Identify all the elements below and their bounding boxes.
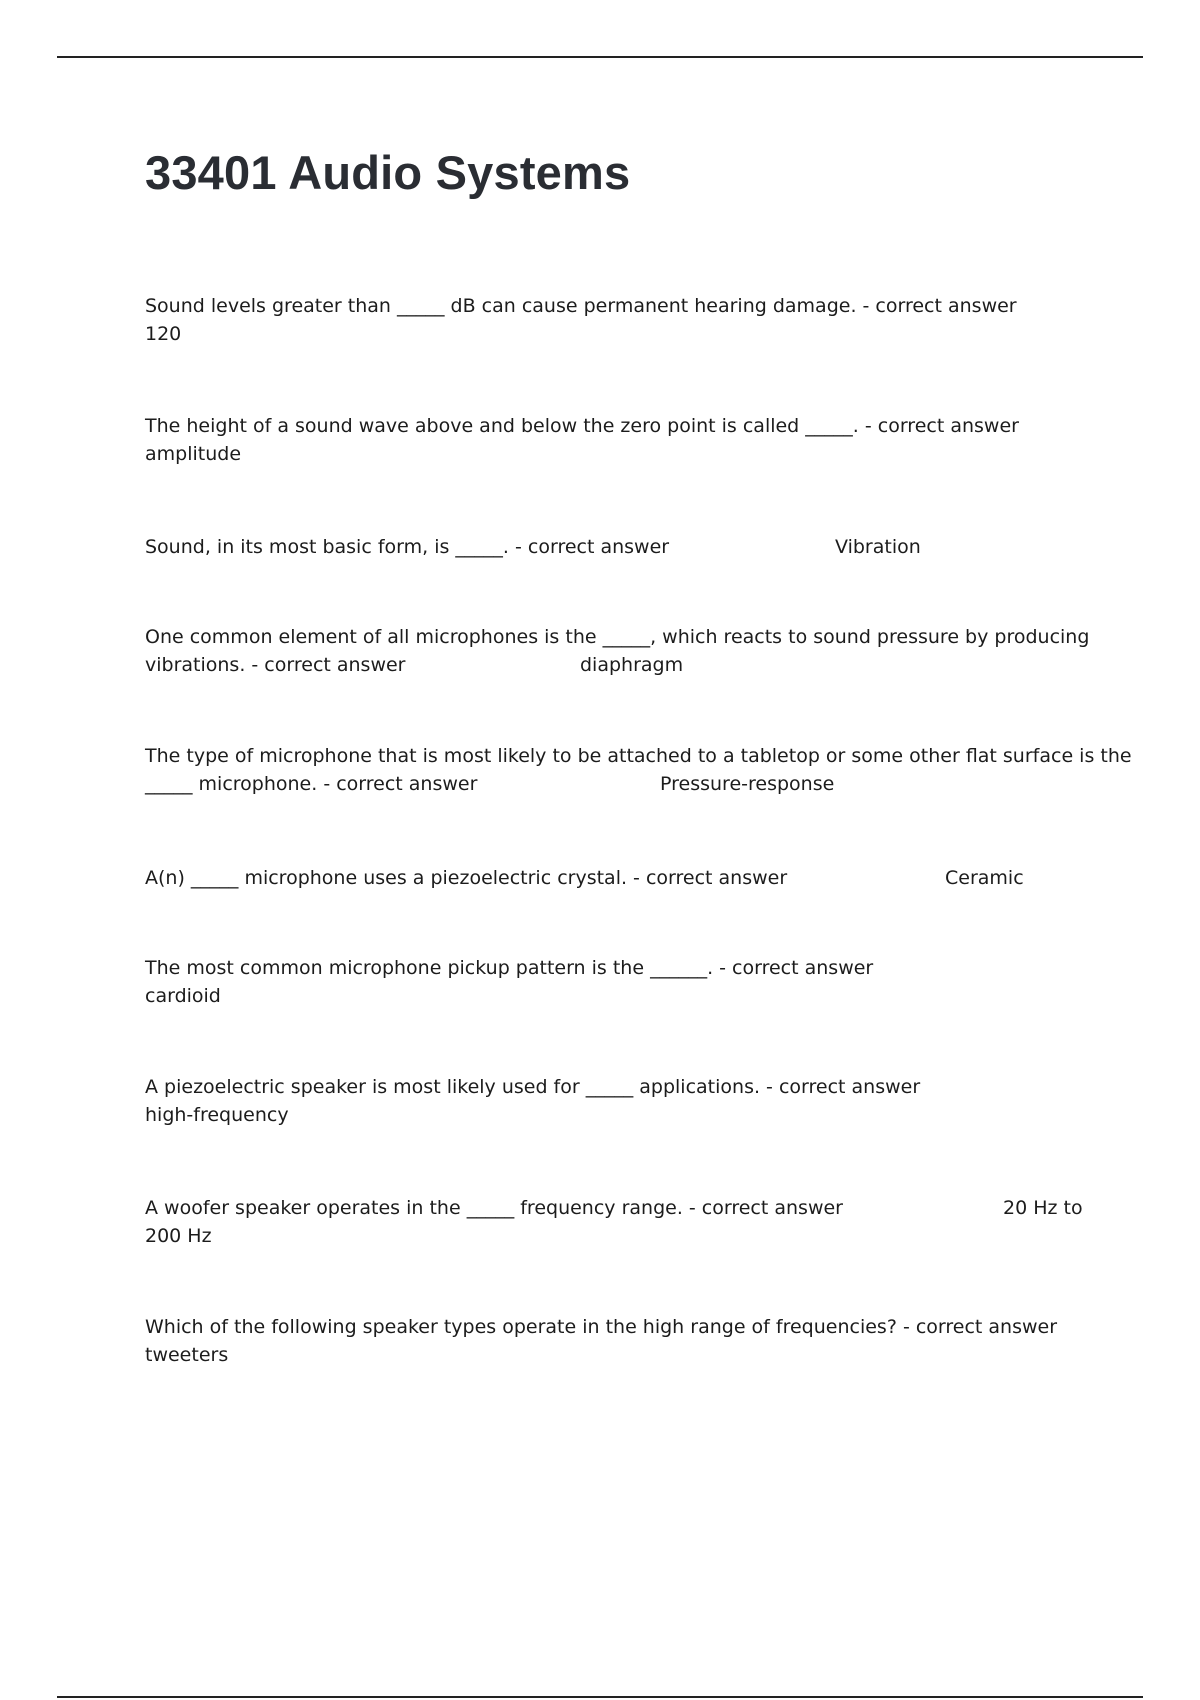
answer-text: Vibration: [835, 536, 921, 558]
question-text: Sound, in its most basic form, is _____. - correct answer: [145, 536, 670, 558]
answer-text: Ceramic: [945, 867, 1024, 889]
question-text: Which of the following speaker types operate in the high range of frequencies? - correct answer: [145, 1316, 1058, 1338]
answer-diaphragm: [580, 651, 683, 679]
question-text: One common element of all microphones is the _____, which reacts to sound pressure by producing: [145, 626, 1090, 648]
qa-item-7: [145, 954, 1085, 1010]
top-rule: [57, 56, 1143, 58]
question-text: A piezoelectric speaker is most likely used for _____ applications. - correct answer: [145, 1076, 921, 1098]
question-text: A woofer speaker operates in the _____ frequency range. - correct answer: [145, 1197, 843, 1219]
question-text-continued: _____ microphone. - correct answer: [145, 773, 478, 795]
answer-text: Pressure-response: [660, 773, 835, 795]
answer-text: cardioid: [145, 985, 221, 1007]
question-text: The most common microphone pickup pattern is the ______. - correct answer: [145, 957, 874, 979]
qa-item-3: [145, 533, 1085, 561]
question-text: A(n) _____ microphone uses a piezoelectric crystal. - correct answer: [145, 867, 788, 889]
page-title: 33401 Audio Systems: [145, 146, 631, 199]
answer-text: diaphragm: [580, 654, 684, 676]
answer-vibration: [835, 533, 921, 561]
qa-item-2: [145, 412, 1085, 468]
answer-text-continued: 200 Hz: [145, 1225, 212, 1247]
question-text-continued: vibrations. - correct answer: [145, 654, 406, 676]
answer-text: 120: [145, 323, 182, 345]
answer-20hz: [1003, 1194, 1083, 1222]
answer-text: 20 Hz to: [1003, 1197, 1083, 1219]
qa-item-8: [145, 1073, 1085, 1129]
question-text: The height of a sound wave above and below the zero point is called _____. - correct answer: [145, 415, 1019, 437]
qa-item-10: [145, 1313, 1085, 1369]
bottom-rule: [57, 1696, 1143, 1698]
qa-item-6: [145, 864, 1085, 892]
question-text: The type of microphone that is most likely to be attached to a tabletop or some other flat surface is the: [145, 745, 1132, 767]
answer-text: high-frequency: [145, 1104, 289, 1126]
qa-item-5: [145, 742, 1132, 798]
answer-pressure-response: [660, 770, 834, 798]
answer-ceramic: [945, 864, 1024, 892]
answer-text: tweeters: [145, 1344, 229, 1366]
question-text: Sound levels greater than _____ dB can cause permanent hearing damage. - correct answer: [145, 295, 1017, 317]
answer-text: amplitude: [145, 443, 242, 465]
qa-item-1: [145, 292, 1085, 348]
qa-item-9: [145, 1194, 1085, 1250]
